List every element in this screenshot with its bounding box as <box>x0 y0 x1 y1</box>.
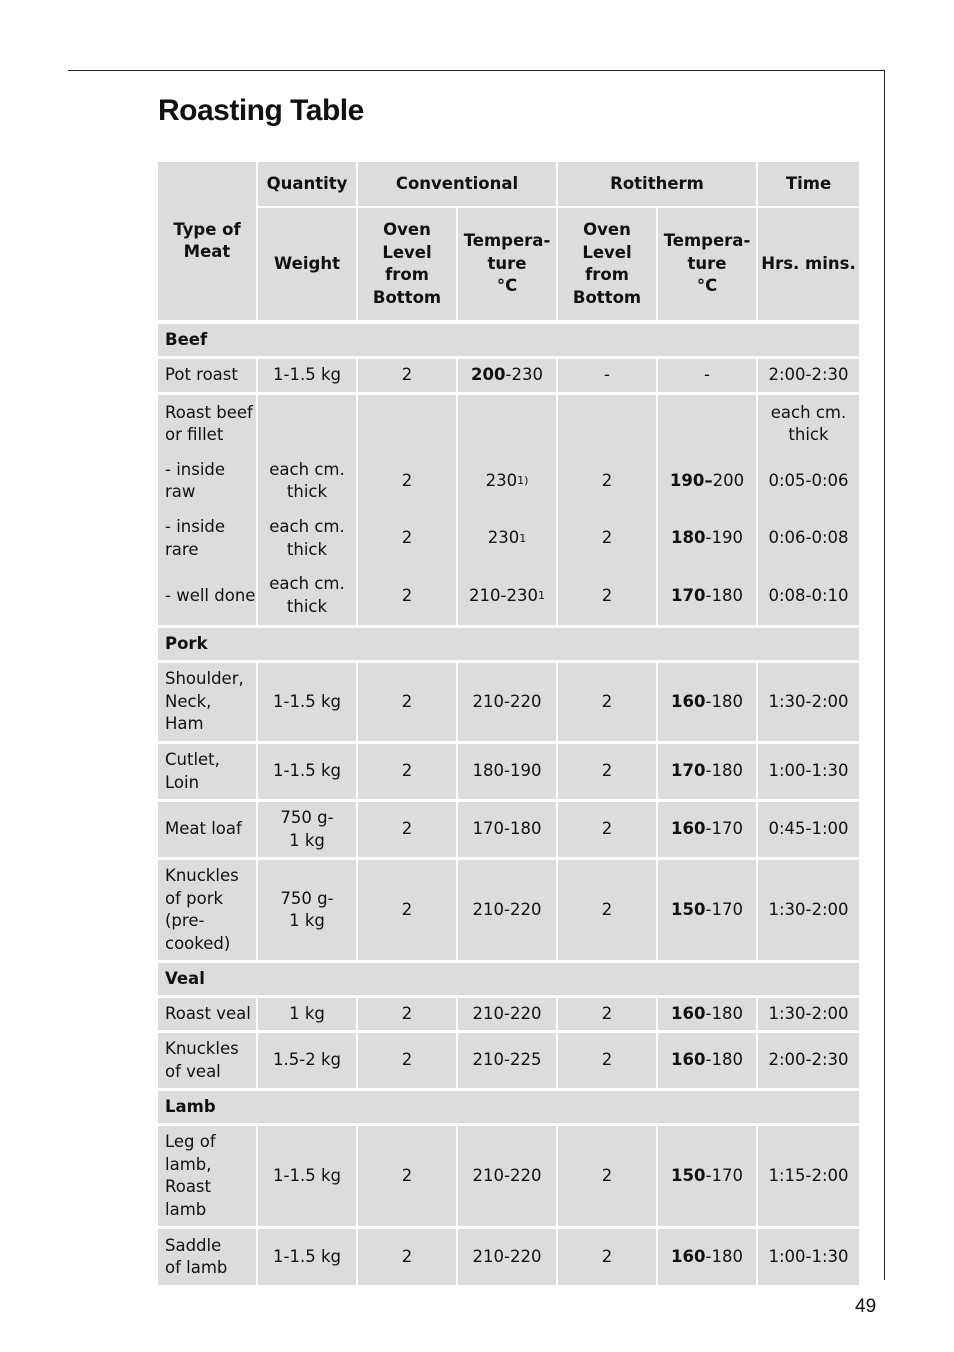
conv-temp-cell: 210-225 <box>458 1033 558 1088</box>
roti-temp-cell <box>658 1033 758 1088</box>
roti-temp-cell <box>658 663 758 741</box>
conv-temp-cell: 230 1) 230 1 210-230 1 <box>458 395 558 625</box>
roti-level-rare: 2 <box>601 528 613 548</box>
roti-temp-recommended: 160 <box>671 1003 706 1023</box>
roti-temp-range: -170 <box>705 819 743 839</box>
conv-temp-cell: 210-220 <box>458 998 558 1030</box>
time-rare: 0:06-0:08 <box>768 528 849 548</box>
header-rotitherm: Rotitherm <box>558 162 758 206</box>
conv-level-rare: 2 <box>401 528 413 548</box>
time-cell: 2:00-2:30 <box>758 359 859 392</box>
time-cell: 1:30-2:00 <box>758 663 859 741</box>
roti-temp-raw-range: 200 <box>712 471 745 491</box>
roti-temp-recommended: 160 <box>671 819 706 839</box>
header-roti-oven-level: Oven Level from Bottom <box>558 208 658 320</box>
page-number: 49 <box>855 1296 877 1317</box>
roti-level-cell: 2 <box>558 1126 658 1226</box>
roti-temp-cell <box>658 1126 758 1226</box>
section-label: Lamb <box>158 1091 859 1123</box>
table-row <box>158 1033 859 1088</box>
time-cell: 2:00-2:30 <box>758 1033 859 1088</box>
header-roti-temperature-label: Tempera-ture <box>663 231 751 273</box>
meat-cell: Leg of lamb, Roast lamb <box>158 1126 258 1226</box>
header-conventional: Conventional <box>358 162 558 206</box>
meat-cell: Shoulder, Neck, Ham <box>158 663 258 741</box>
conv-level-raw: 2 <box>401 471 413 491</box>
conv-temp-rare: 230 <box>487 528 520 548</box>
meat-cell: Meat loaf <box>158 802 258 857</box>
meat-cell: Knuckles of veal <box>158 1033 258 1088</box>
roti-temp-range: -180 <box>705 1246 743 1266</box>
meat-sub-raw: - inside raw <box>165 459 226 502</box>
roti-temp-recommended: 160 <box>671 691 706 711</box>
table-row <box>158 998 859 1030</box>
weight-rare: each cm. thick <box>269 517 345 559</box>
weight-cell: 1-1.5 kg <box>258 744 358 799</box>
roti-level-cell: 2 <box>558 744 658 799</box>
conv-level-cell: 2 <box>358 998 458 1030</box>
roti-level-cell: 2 <box>558 802 658 857</box>
roti-temp-range: -170 <box>705 899 743 919</box>
conv-level-cell: 2 <box>358 359 458 392</box>
roti-temp-recommended: 170 <box>671 761 706 781</box>
table-row <box>158 1126 859 1226</box>
weight-cell <box>258 395 358 625</box>
roti-level-cell: 2 <box>558 998 658 1030</box>
time-cell: 1:30-2:00 <box>758 998 859 1030</box>
header-roti-temperature <box>658 208 758 320</box>
roti-level-cell: 2 <box>558 1229 658 1285</box>
conv-level-cell: 2 <box>358 1033 458 1088</box>
section-label: Pork <box>158 628 859 660</box>
conv-level-well-done: 2 <box>401 585 413 605</box>
roti-level-cell: - <box>558 359 658 392</box>
conv-temp-cell: 170-180 <box>458 802 558 857</box>
roti-level-raw: 2 <box>601 471 613 491</box>
header-quantity: Quantity <box>258 162 358 206</box>
conv-temp-cell: 180-190 <box>458 744 558 799</box>
time-cell: 1:30-2:00 <box>758 860 859 960</box>
time-raw: 0:05-0:06 <box>768 471 849 491</box>
roasting-table <box>158 162 859 1288</box>
roti-level-cell: 2 <box>558 860 658 960</box>
conv-temp-range: -230 <box>505 365 543 385</box>
weight-cell: 1-1.5 kg <box>258 1126 358 1226</box>
conv-temp-cell: 210-220 <box>458 663 558 741</box>
roti-temp-rare-range: -190 <box>705 528 743 548</box>
conv-temp-cell <box>458 359 558 392</box>
section-label: Beef <box>158 324 859 356</box>
weight-cell: 1 kg <box>258 998 358 1030</box>
roti-temp-range: -180 <box>705 761 743 781</box>
section-row-veal <box>158 963 859 995</box>
meat-cell <box>158 395 258 625</box>
table-row <box>158 1229 859 1285</box>
header-conv-temperature <box>458 208 558 320</box>
roti-temp-range: -180 <box>705 1050 743 1070</box>
section-row-beef <box>158 324 859 356</box>
roti-temp-cell <box>658 1229 758 1285</box>
weight-cell: 1-1.5 kg <box>258 359 358 392</box>
table-row <box>158 744 859 799</box>
conv-temp-cell: 210-220 <box>458 860 558 960</box>
weight-well-done: each cm. thick <box>269 574 345 616</box>
roti-temp-rare-recommended: 180 <box>671 528 706 548</box>
weight-cell: 1-1.5 kg <box>258 663 358 741</box>
top-rule <box>68 70 885 71</box>
roti-temp-cell <box>658 998 758 1030</box>
roti-level-well-done: 2 <box>601 585 613 605</box>
table-row <box>158 860 859 960</box>
conv-level-cell <box>358 395 458 625</box>
right-rule <box>884 70 885 1280</box>
roti-temp-raw-recommended: 190– <box>669 471 713 491</box>
header-weight: Weight <box>258 208 358 320</box>
header-conv-oven-level: Oven Level from Bottom <box>358 208 458 320</box>
roti-temp-well-done-recommended: 170 <box>671 585 706 605</box>
header-conv-temperature-label: Tempera-ture <box>463 231 551 273</box>
roti-temp-cell: - <box>658 359 758 392</box>
header-type-of-meat: Type of Meat <box>158 162 258 320</box>
conv-level-cell: 2 <box>358 802 458 857</box>
conv-level-cell: 2 <box>358 663 458 741</box>
table-row <box>158 359 859 392</box>
table-row <box>158 802 859 857</box>
roti-temp-cell <box>658 395 758 625</box>
section-label: Veal <box>158 963 859 995</box>
conv-temp-raw: 230 <box>485 471 518 491</box>
table-row <box>158 663 859 741</box>
roti-temp-range: -180 <box>705 1003 743 1023</box>
meat-sub-rare: - inside rare <box>165 517 226 559</box>
roti-temp-cell <box>658 860 758 960</box>
page-title: Roasting Table <box>158 94 364 127</box>
time-well-done: 0:08-0:10 <box>768 585 849 605</box>
roti-temp-recommended: 160 <box>671 1050 706 1070</box>
table-row-roast-beef <box>158 395 859 625</box>
conv-level-cell: 2 <box>358 860 458 960</box>
time-cell: 0:45-1:00 <box>758 802 859 857</box>
weight-raw: each cm. thick <box>269 459 345 502</box>
meat-cell: Roast veal <box>158 998 258 1030</box>
roti-level-cell: 2 <box>558 1033 658 1088</box>
time-cell: 1:00-1:30 <box>758 744 859 799</box>
roti-temp-range: -170 <box>705 1165 743 1185</box>
weight-cell: 1-1.5 kg <box>258 1229 358 1285</box>
header-hrs-mins: Hrs. mins. <box>758 208 859 320</box>
header-conv-unit: °C <box>496 276 518 296</box>
conv-temp-cell: 210-220 <box>458 1229 558 1285</box>
time-cell: 1:00-1:30 <box>758 1229 859 1285</box>
meat-cell: Knuckles of pork (pre-cooked) <box>158 860 258 960</box>
roti-level-cell <box>558 395 658 625</box>
time-cell <box>758 395 859 625</box>
table-header <box>158 162 859 320</box>
conv-level-cell: 2 <box>358 1229 458 1285</box>
header-time: Time <box>758 162 859 206</box>
weight-cell: 750 g- 1 kg <box>258 802 358 857</box>
conv-level-cell: 2 <box>358 744 458 799</box>
time-note: each cm. thick <box>770 402 847 444</box>
weight-cell: 750 g- 1 kg <box>258 860 358 960</box>
meat-cell: Pot roast <box>158 359 258 392</box>
time-cell: 1:15-2:00 <box>758 1126 859 1226</box>
conv-temp-well-done: 210-230 <box>469 585 538 605</box>
roti-temp-recommended: 150 <box>671 1165 706 1185</box>
header-roti-unit: °C <box>696 276 718 296</box>
conv-level-cell: 2 <box>358 1126 458 1226</box>
meat-cell: Saddle of lamb <box>158 1229 258 1285</box>
conv-temp-cell: 210-220 <box>458 1126 558 1226</box>
roti-temp-well-done-range: -180 <box>705 585 743 605</box>
meat-label: Roast beef or fillet <box>165 402 253 444</box>
meat-cell: Cutlet, Loin <box>158 744 258 799</box>
roti-temp-cell <box>658 744 758 799</box>
section-row-pork <box>158 628 859 660</box>
weight-cell: 1.5-2 kg <box>258 1033 358 1088</box>
roti-temp-recommended: 150 <box>671 899 706 919</box>
conv-temp-recommended: 200 <box>471 365 506 385</box>
meat-sub-well-done: - well done <box>165 585 256 605</box>
section-row-lamb <box>158 1091 859 1123</box>
roti-temp-range: -180 <box>705 691 743 711</box>
roti-level-cell: 2 <box>558 663 658 741</box>
roti-temp-cell <box>658 802 758 857</box>
roti-temp-recommended: 160 <box>671 1246 706 1266</box>
